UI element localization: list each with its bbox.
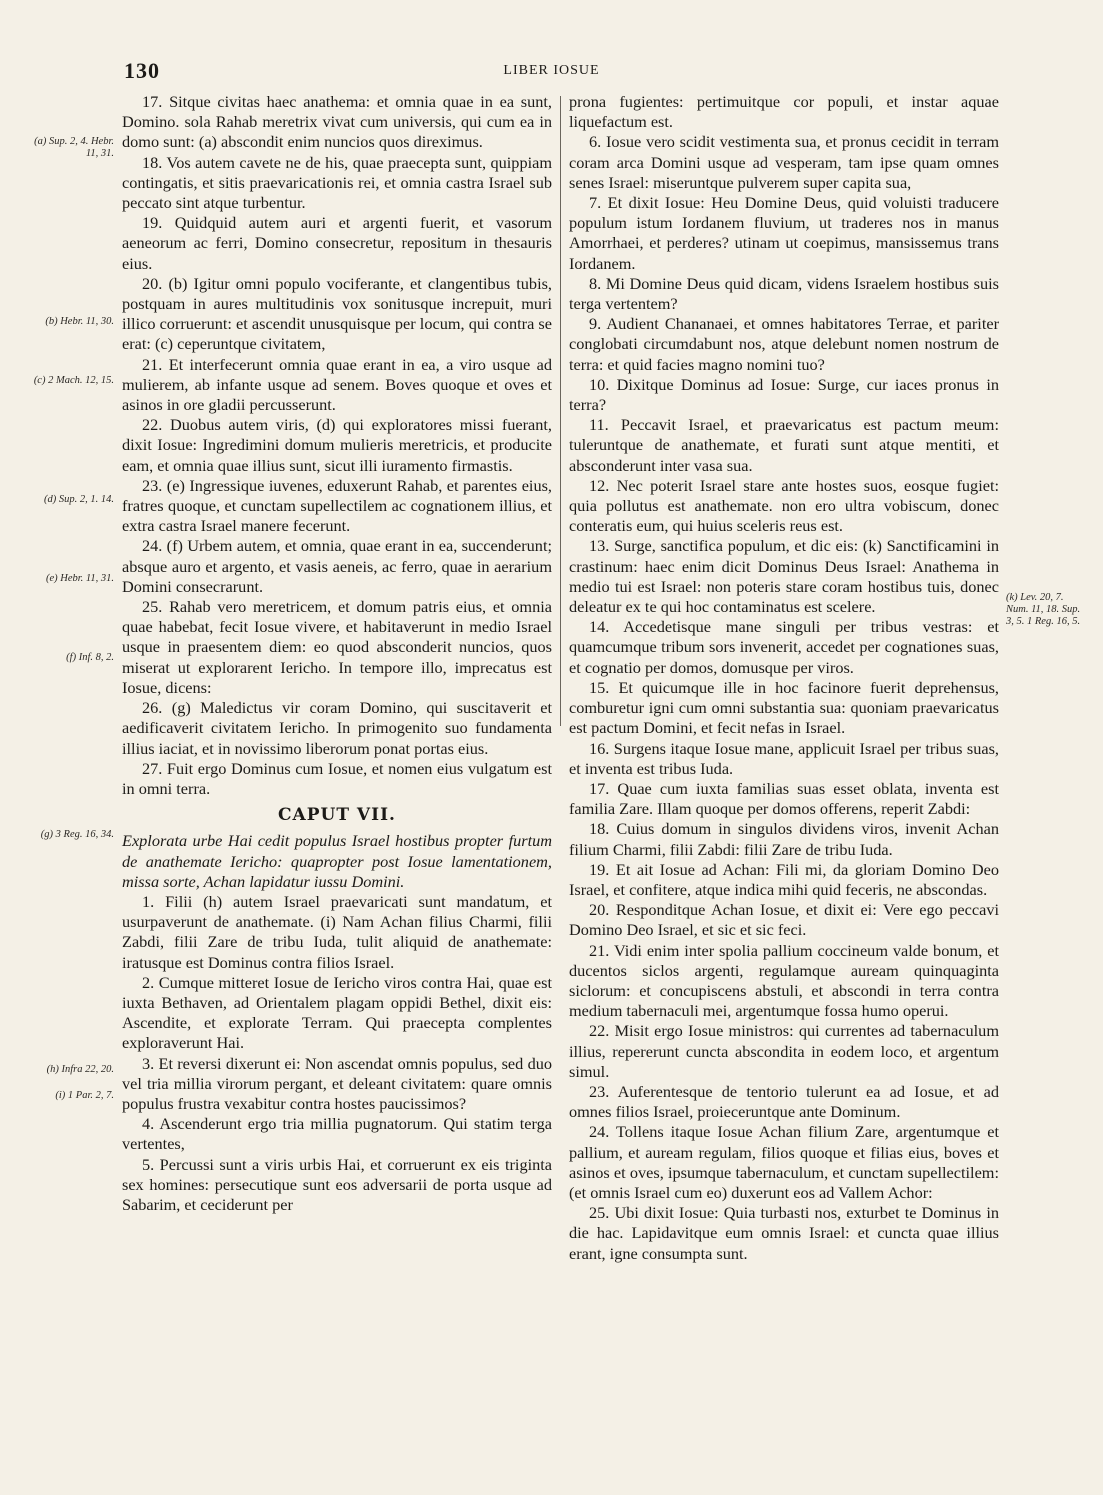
margin-note-a: (a) Sup. 2, 4. Hebr. 11, 31. (34, 136, 114, 159)
verse: 24. Tollens itaque Iosue Achan filium Zare, argentumque et pallium, et auream regulam, filios quoque et filias eius, boves et asinos et oves, ipsumque tabernaculum, et cunctam supellectilem: (et omnis Israel cum eo) duxerunt eos ad Vallem Achor: (569, 1122, 999, 1202)
verse: 18. Cuius domum in singulos dividens viros, invenit Achan filium Charmi, filii Zabdi: filii Zare de tribu Iuda. (569, 819, 999, 859)
verse: 1. Filii (h) autem Israel praevaricati sunt mandatum, et usurpaverunt de anathemate. (i) Nam Achan filius Charmi, filii Zabdi, filii Zare de tribu Iuda, tulit aliquid de anathemate: iratusque est Dominus contra filios Israel. (122, 891, 552, 972)
chapter-summary: Explorata urbe Hai cedit populus Israel hostibus propter furtum de anathemate Iericho: quapropter post Iosue lamentationem, missa sorte, Achan lapidatur iussu Domini. (122, 831, 552, 891)
margin-note-f: (f) Inf. 8, 2. (66, 652, 114, 663)
right-column (569, 92, 999, 1264)
verse: 23. (e) Ingressique iuvenes, eduxerunt Rahab, et parentes eius, fratres quoque, et cunctam supellectilem ac cognationem illius, et extra castra Israel manere fecerunt. (122, 475, 552, 536)
verse: 2. Cumque mitteret Iosue de Iericho viros contra Hai, quae est iuxta Bethaven, ad Orientalem plagam oppidi Bethel, dixit eis: Ascendite, et explorate Terram. Qui praecepta complentes exploraverunt Hai. (122, 972, 552, 1053)
column-divider (560, 96, 561, 726)
verse: 23. Auferentesque de tentorio tulerunt ea ad Iosue, et ad omnes filios Israel, proieceruntque ante Dominum. (569, 1081, 999, 1122)
margin-note-e: (e) Hebr. 11, 31. (45, 573, 114, 584)
verse: 4. Ascenderunt ergo tria millia pugnatorum. Qui statim terga vertentes, (122, 1114, 552, 1154)
chapter-heading: CAPUT VII. (278, 805, 396, 826)
verse: 7. Et dixit Iosue: Heu Domine Deus, quid voluisti traducere populum istum Iordanem fluvium, ut traderes nos in manus Amorrhaei, et perderes? utinam ut coepimus, mansissemus trans Iordanem. (569, 193, 999, 273)
verse: 17. Quae cum iuxta familias suas esset oblata, inventa est familia Zare. Illam quoque per domos offerens, reperit Zabdi: (569, 778, 999, 819)
margin-note-h: (h) Infra 22, 20. (46, 1064, 114, 1075)
verse: 22. Misit ergo Iosue ministros: qui currentes ad tabernaculum illius, repererunt cuncta abscondita in eodem loco, et argentum simul. (569, 1021, 999, 1081)
margin-note-g: (g) 3 Reg. 16, 34. (40, 829, 114, 840)
verse: 20. (b) Igitur omni populo vociferante, et clangentibus tubis, postquam in aures multitudinis vox sonitusque increpuit, muri illico corruerunt: et ascendit unusquisque per locum, qui contra se erat: (c) ceperuntque civitatem, (122, 273, 552, 354)
verse: 25. Rahab vero meretricem, et domum patris eius, et omnia quae habebat, fecit Iosue vivere, et habitaverunt in medio Israel usque in praesentem diem: eo quod absconderit nuncios, quos miserat ut explorarent Iericho. In tempore illo, imprecatus est Iosue, dicens: (122, 597, 552, 697)
margin-note-k: (k) Lev. 20, 7. Num. 11, 18. Sup. 3, 5. 1 Reg. 16, 5. (1006, 592, 1081, 627)
verse: 21. Et interfecerunt omnia quae erant in ea, a viro usque ad mulierem, ab infante usque ad senem. Boves quoque et oves et asinos in ore gladii percusserunt. (122, 354, 552, 415)
verse: 27. Fuit ergo Dominus cum Iosue, et nomen eius vulgatum est in omni terra. (122, 758, 552, 798)
margin-note-c: (c) 2 Mach. 12, 15. (33, 375, 114, 386)
verse: 13. Surge, sanctifica populum, et dic eis: (k) Sanctificamini in crastinum: haec enim dicit Dominus Deus Israel: Anathema in medio tui est Israel: non poteris stare coram hostibus tuis, donec deleatur ex te qui hoc contaminatus est scelere. (569, 536, 999, 617)
verse: 22. Duobus autem viris, (d) qui exploratores missi fuerant, dixit Iosue: Ingredimini domum mulieris meretricis, et producite eam, et omnia quae illius sunt, sicut illi iuramento firmastis. (122, 415, 552, 475)
verse: 8. Mi Domine Deus quid dicam, videns Israelem hostibus suis terga vertentem? (569, 273, 999, 314)
verse: 9. Audient Chananaei, et omnes habitatores Terrae, et pariter conglobati circumdabunt nos, atque delebunt nomen nostrum de terra: et quid facies magno nomini tuo? (569, 314, 999, 374)
verse: 16. Surgens itaque Iosue mane, applicuit Israel per tribus suas, et inventa est tribus Iuda. (569, 738, 999, 778)
verse: 21. Vidi enim inter spolia pallium coccineum valde bonum, et ducentos siclos argenti, regulamque auream quinquaginta siclorum: et concupiscens abstuli, et abscondi in terra contra medium tabernaculi mei, argentumque fossa humo operui. (569, 940, 999, 1021)
margin-note-i: (i) 1 Par. 2, 7. (55, 1090, 114, 1101)
verse-continued: prona fugientes: pertimuitque cor populi, et instar aquae liquefactum est. (569, 92, 999, 132)
verse: 26. (g) Maledictus vir coram Domino, qui suscitaverit et aedificaverit civitatem Iericho. In primogenito suo fundamenta illius iaciat, et in novissimo liberorum ponat portas eius. (122, 698, 552, 758)
verse: 19. Quidquid autem auri et argenti fuerit, et vasorum aeneorum ac ferri, Domino consecretur, repositum in thesauris eius. (122, 213, 552, 273)
verse: 14. Accedetisque mane singuli per tribus vestras: et quamcumque tribum sors invenerit, accedet per cognationes suas, et cognatio per domos, domusque per viros. (569, 617, 999, 677)
verse: 17. Sitque civitas haec anathema: et omnia quae in ea sunt, Domino. sola Rahab meretrix vivat cum universis, qui cum ea in domo sunt: (a) abscondit enim nuncios quos direximus. (122, 92, 552, 152)
verse: 12. Nec poterit Israel stare ante hostes suos, eosque fugiet: quia pollutus est anathemate. non ero ultra vobiscum, donec conteratis eum, qui huius sceleris reus est. (569, 475, 999, 536)
verse: 5. Percussi sunt a viris urbis Hai, et corruerunt ex eis triginta sex homines: persecutique sunt eos adversarii de porta usque ad Sabarim, et ceciderunt per (122, 1154, 552, 1214)
verse: 25. Ubi dixit Iosue: Quia turbasti nos, exturbet te Dominus in die hac. Lapidavitque eum omnis Israel: et cuncta quae illius erant, igne consumpta sunt. (569, 1203, 999, 1263)
verse: 15. Et quicumque ille in hoc facinore fuerit deprehensus, comburetur igni cum omni substantia sua: quoniam praevaricatus est pactum Domini, et fecit nefas in Israel. (569, 677, 999, 738)
verse: 18. Vos autem cavete ne de his, quae praecepta sunt, quippiam contingatis, et sitis praevaricationis rei, et omnia castra Israel sub peccato sint atque turbentur. (122, 152, 552, 213)
verse: 11. Peccavit Israel, et praevaricatus est pactum meum: tuleruntque de anathemate, et furati sunt atque mentiti, et absconderunt inter vasa sua. (569, 415, 999, 475)
running-title: LIBER IOSUE (503, 63, 600, 78)
margin-note-b: (b) Hebr. 11, 30. (45, 316, 114, 327)
left-column (122, 92, 552, 1215)
page-number: 130 (124, 58, 160, 83)
verse: 24. (f) Urbem autem, et omnia, quae erant in ea, succenderunt; absque auro et argento, et vasis aeneis, ac ferro, quae in aerarium Domini consecrarunt. (122, 536, 552, 596)
verse: 19. Et ait Iosue ad Achan: Fili mi, da gloriam Domino Deo Israel, et confitere, atque indica mihi quid feceris, ne abscondas. (569, 859, 999, 899)
margin-note-d: (d) Sup. 2, 1. 14. (44, 494, 114, 505)
verse: 6. Iosue vero scidit vestimenta sua, et pronus cecidit in terram coram arca Domini usque ad vesperam, tam ipse quam omnes senes Israel: miseruntque pulverem super capita sua, (569, 132, 999, 192)
verse: 20. Responditque Achan Iosue, et dixit ei: Vere ego peccavi Domino Deo Israel, et sic et sic feci. (569, 900, 999, 940)
verse: 10. Dixitque Dominus ad Iosue: Surge, cur iaces pronus in terra? (569, 374, 999, 415)
verse: 3. Et reversi dixerunt ei: Non ascendat omnis populus, sed duo vel tria millia virorum pergant, et deleant civitatem: quare omnis populus frustra vexabitur contra hostes paucissimos? (122, 1053, 552, 1113)
